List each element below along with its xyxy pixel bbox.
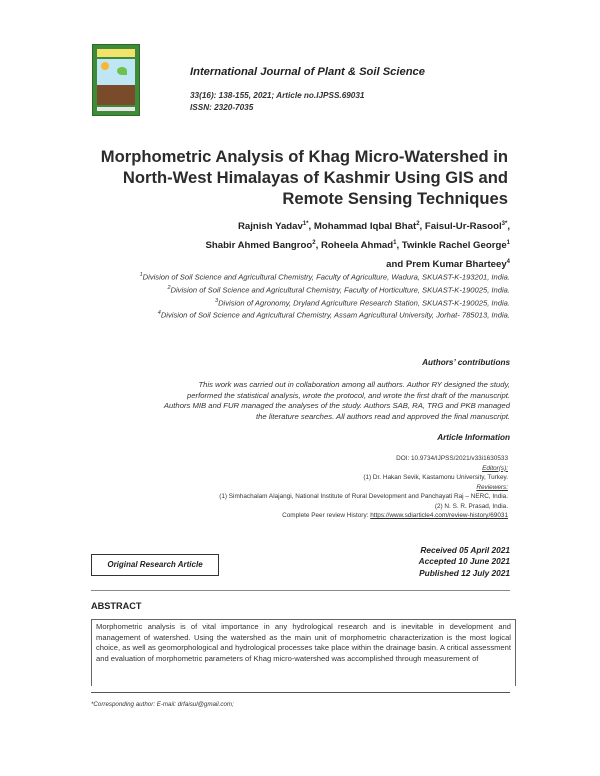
cover-sun-icon (101, 62, 109, 70)
author-name: Faisul-Ur-Rasool (424, 221, 502, 233)
review-history-link[interactable]: https://www.sdiarticle4.com/review-history/69031 (370, 512, 508, 519)
cover-soil (97, 85, 135, 105)
journal-cover-image (92, 44, 140, 116)
title-line: Remote Sensing Techniques (282, 189, 508, 208)
author-list (120, 216, 510, 274)
citation-line: 33(16): 138-155, 2021; Article no.IJPSS.69031 (190, 91, 365, 100)
affiliation-item: $^1$Division of Soil Science and Agricultural Chemistry, Faculty of Agriculture, Wadura, SKUAST-K-193201, India. (139, 272, 510, 282)
reviewer: (1) Simhachalam Alajangi, National Institute of Rural Development and Panchayati Raj – NERC, India. (219, 493, 508, 500)
affiliation-item: $^4$Division of Soil Science and Agricultural Chemistry, Assam Agricultural University, Jorhat- 785013, India. (157, 310, 510, 321)
received-date: Received 05 April 2021 (420, 545, 510, 555)
footnote-rule (91, 692, 510, 693)
contributions-text: This work was carried out in collaboration among all authors. Author RY designed the study, performed the statistical analysis, wrote the protocol, and wrote the first draft of the manuscript. Authors MIB and FUR managed the analyses of the study. Authors SAB, RA, TRG and PKB managed the literature searches. All authors read and approved the final manuscript. (163, 380, 510, 421)
author-line: Rajnish Yadav$^{1*}$, Mohammad Iqbal Bhat$^2$, Faisul-Ur-Rasool$^{3*}$, (237, 221, 510, 233)
affiliations (96, 270, 510, 321)
abstract-heading: ABSTRACT (91, 601, 142, 611)
article-info-heading: Article Information (437, 433, 510, 442)
accepted-date: Accepted 10 June 2021 (418, 556, 510, 567)
cover-title-band (97, 49, 135, 57)
author-name: Mohammad Iqbal Bhat (313, 221, 417, 233)
editor-label: Editor(s): (482, 464, 508, 472)
paper-title (60, 146, 508, 209)
editor: (1) Dr. Hakan Sevik, Kastamonu University, Turkey. (363, 474, 508, 481)
cover-plant-icon (117, 67, 127, 75)
abstract-text: Morphometric analysis is of vital importance in any hydrological research and is inevitable in development and management of watershed. Using the watershed as the main unit of morphometric characterization is the most logical choice, as well as geomorphological and hydrological processes take place within the drainage basin. A critical assessment and evaluation of morphometric parameters of Khag micro-watershed was accomplished through measurement of (91, 619, 516, 686)
issn-line: ISSN: 2320-7035 (190, 103, 254, 112)
reviewer: (2) N. S. R. Prasad, India. (434, 502, 508, 510)
journal-name: International Journal of Plant & Soil Science (190, 66, 425, 78)
author-name: and Prem Kumar Bharteey (386, 259, 507, 271)
corresponding-author-footnote: *Corresponding author: E-mail: drfaisul@gmail.com; (91, 701, 234, 708)
publication-dates (330, 545, 510, 579)
affiliation-item: $^3$Division of Agronomy, Dryland Agriculture Research Station, SKUAST-K-190025, India. (215, 297, 510, 308)
contributions-heading: Authors’ contributions (422, 358, 510, 367)
cover-barcode (97, 107, 135, 111)
reviewers-label: Reviewers: (476, 483, 508, 491)
author-name: Shabir Ahmed Bangroo (205, 240, 313, 252)
author-line: Shabir Ahmed Bangroo$^2$, Roheela Ahmad$^1$, Twinkle Rachel George$^1$ (205, 240, 510, 252)
author-name: Rajnish Yadav (237, 221, 303, 233)
article-type-badge: Original Research Article (91, 554, 219, 576)
review-history: Complete Peer review History: https://www.sdiarticle4.com/review-history/69031 (282, 512, 508, 519)
doi: DOI: 10.9734/IJPSS/2021/v33i1630533 (396, 455, 508, 462)
divider (91, 590, 510, 591)
author-name: Twinkle Rachel George (401, 240, 507, 252)
title-line: Morphometric Analysis of Khag Micro-Watershed in (100, 147, 508, 166)
article-info (150, 454, 508, 521)
author-name: Roheela Ahmad (320, 240, 394, 252)
author-line: and Prem Kumar Bharteey$^4$ (386, 259, 510, 271)
title-line: North-West Himalayas of Kashmir Using GIS and (122, 168, 508, 187)
published-date: Published 12 July 2021 (419, 567, 510, 578)
affiliation-item: $^2$Division of Soil Science and Agricultural Chemistry, Faculty of Horticulture, SKUAST-K-190025, India. (167, 284, 510, 295)
journal-citation (190, 90, 364, 114)
